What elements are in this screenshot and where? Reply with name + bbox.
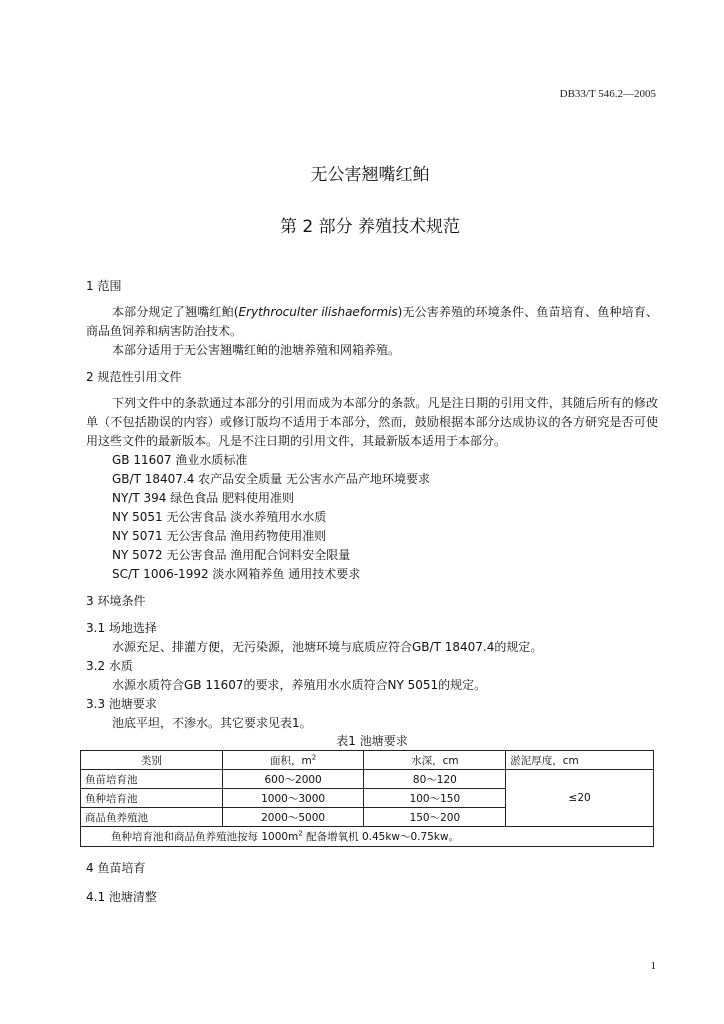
section-1-paragraph-2: 本部分适用于无公害翘嘴红鲌的池塘养殖和网箱养殖。: [112, 343, 401, 357]
table-note: 鱼种培育池和商品鱼养殖池按每 $1000m^2$ 配备增氧机 0.45kw～0.75kw。: [81, 827, 654, 847]
document-title: 无公害翘嘴红鲌: [310, 165, 430, 185]
section-1-paragraph-1: 本部分规定了翘嘴红鲌(Erythroculter ilishaeformis)无公害养殖的环境条件、鱼苗培育、鱼种培育、商品鱼饲养和病害防治技术。: [86, 305, 658, 338]
column-header-area: 面积，$m^2$: [222, 751, 364, 770]
reference-item: NY/T 394 绿色食品 肥料使用准则: [112, 491, 295, 505]
cell-type: 鱼种培育池: [81, 789, 223, 808]
table-caption: 表1 池塘要求: [336, 734, 408, 748]
reference-item: GB 11607 渔业水质标准: [112, 453, 248, 467]
column-header-silt: 淤泥厚度，cm: [506, 751, 654, 770]
section-3-1-heading: 3.1 场地选择: [86, 621, 157, 635]
section-3-1-text: 水源充足、排灌方便，无污染源，池塘环境与底质应符合GB/T 18407.4的规定。: [112, 640, 543, 654]
document-subtitle: 第 2 部分 养殖技术规范: [279, 217, 461, 237]
reference-item: SC/T 1006-1992 淡水网箱养鱼 通用技术要求: [112, 567, 361, 581]
reference-item: NY 5072 无公害食品 渔用配合饲料安全限量: [112, 548, 351, 562]
cell-area: 1000～3000: [222, 789, 364, 808]
cell-silt-merged: ≤20: [506, 770, 654, 827]
reference-item: NY 5071 无公害食品 渔用药物使用准则: [112, 529, 327, 543]
standard-number: DB33/T 546.2—2005: [559, 88, 656, 100]
reference-item: NY 5051 无公害食品 淡水养殖用水水质: [112, 510, 327, 524]
section-2-paragraph: 下列文件中的条款通过本部分的引用而成为本部分的条款。凡是注日期的引用文件，其随后所有的修改单（不包括勘误的内容）或修订版均不适用于本部分，然而，鼓励根据本部分达成协议的各方研究是否可使用这些文件的最新版本。凡是不注日期的引用文件，其最新版本适用于本部分。: [86, 396, 658, 448]
table-row: [81, 770, 654, 789]
table-header-row: [81, 751, 654, 770]
document-body: [86, 276, 658, 907]
reference-item: GB/T 18407.4 农产品安全质量 无公害水产品产地环境要求: [112, 472, 430, 486]
cell-depth: 80～120: [364, 770, 506, 789]
section-4-1-heading: 4.1 池塘清整: [86, 890, 157, 904]
section-2-heading: 2 规范性引用文件: [86, 370, 182, 384]
table-note-row: [81, 827, 654, 847]
cell-type: 商品鱼养殖池: [81, 808, 223, 827]
cell-area: 2000～5000: [222, 808, 364, 827]
section-3-3-text: 池底平坦，不渗水。其它要求见表1。: [112, 716, 312, 730]
latin-species-name: Erythroculter ilishaeformis: [238, 305, 398, 319]
column-header-depth: 水深，cm: [364, 751, 506, 770]
section-1-heading: 1 范围: [86, 279, 122, 293]
section-4-heading: 4 鱼苗培育: [86, 861, 146, 875]
section-3-2-text: 水源水质符合GB 11607的要求，养殖用水水质符合NY 5051的规定。: [112, 678, 487, 692]
column-header-type: 类别: [81, 751, 223, 770]
cell-depth: 100～150: [364, 789, 506, 808]
section-3-2-heading: 3.2 水质: [86, 659, 133, 673]
section-3-heading: 3 环境条件: [86, 594, 146, 608]
section-3-3-heading: 3.3 池塘要求: [86, 697, 157, 711]
cell-area: 600～2000: [222, 770, 364, 789]
pond-requirements-table: [80, 750, 654, 847]
cell-type: 鱼苗培育池: [81, 770, 223, 789]
cell-depth: 150～200: [364, 808, 506, 827]
page-number: 1: [650, 960, 656, 972]
